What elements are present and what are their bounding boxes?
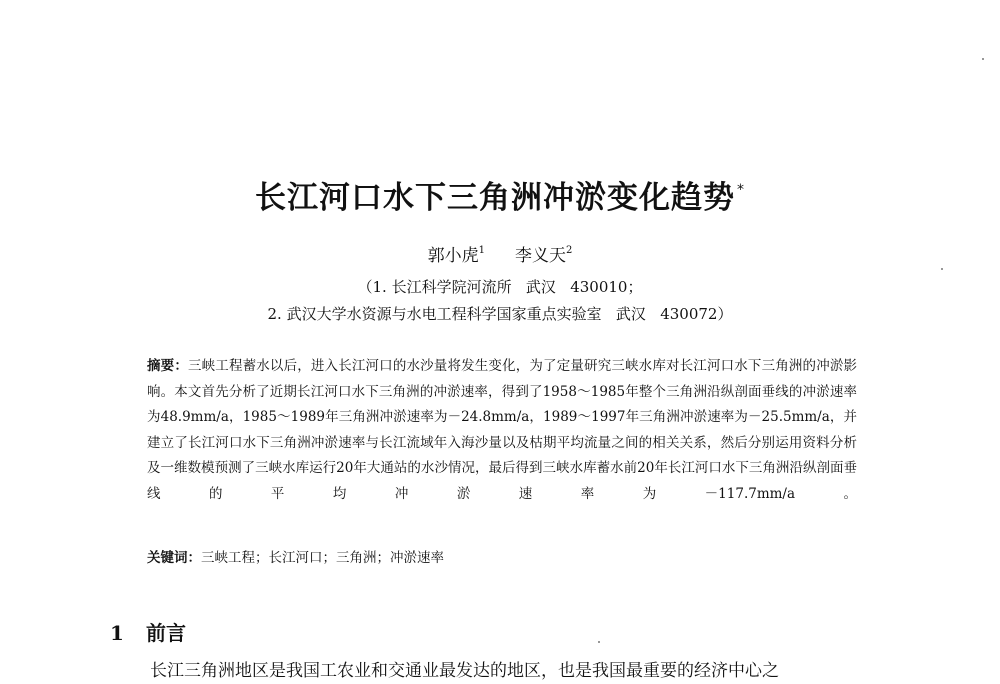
affiliation-line: 2. 武汉大学水资源与水电工程科学国家重点实验室 武汉 430072） xyxy=(267,305,733,323)
keywords-text: 三峡工程；长江河口；三角洲；冲淤速率 xyxy=(201,550,444,566)
scan-speck xyxy=(941,268,943,270)
section-heading xyxy=(110,617,186,646)
section-number: 1 xyxy=(110,621,124,645)
affiliation-line: （1. 长江科学院河流所 武汉 430010； xyxy=(357,278,643,296)
title-text: 长江河口水下三角洲冲淤变化趋势 xyxy=(255,180,735,216)
author-line xyxy=(0,241,1000,266)
author-name: 郭小虎 xyxy=(427,246,479,266)
abstract-text: 三峡工程蓄水以后，进入长江河口的水沙量将发生变化，为了定量研究三峡水库对长江河口水下三角洲的冲淤影响。本文首先分析了近期长江河口水下三角洲的冲淤速率，得到了1958～1985年整个三角洲沿纵剖面垂线的冲淤速率为48.9mm/a，1985～1989年三角洲冲淤速率为－24.8mm/a，1989～1997年三角洲冲淤速率为－25.5mm/a，并建立了长江河口水下三角洲冲淤速率与长江流域年入海沙量以及枯期平均流量之间的相关关系，然后分别运用资料分析及一维数模预测了三峡水库运行20年大通站的水沙情况，最后得到三峡水库蓄水前20年长江河口水下三角洲沿纵剖面垂线的平均冲淤速率为－117.7mm/a。 xyxy=(147,358,858,502)
keywords xyxy=(147,546,857,571)
author-affiliation-mark: 2 xyxy=(566,245,573,256)
author-name: 李义天 xyxy=(515,246,566,266)
author-affiliation-mark: 1 xyxy=(478,245,485,256)
section-title: 前言 xyxy=(146,621,186,645)
scan-speck xyxy=(598,641,600,643)
abstract xyxy=(147,354,857,508)
title-footnote-mark: * xyxy=(737,182,745,198)
keywords-label: 关键词： xyxy=(147,550,201,566)
paper-title xyxy=(0,172,1000,217)
intro-paragraph: 长江三角洲地区是我国工农业和交通业最发达的地区，也是我国最重要的经济中心之 xyxy=(150,661,779,681)
abstract-label: 摘要： xyxy=(147,358,188,374)
scan-speck xyxy=(982,58,984,60)
